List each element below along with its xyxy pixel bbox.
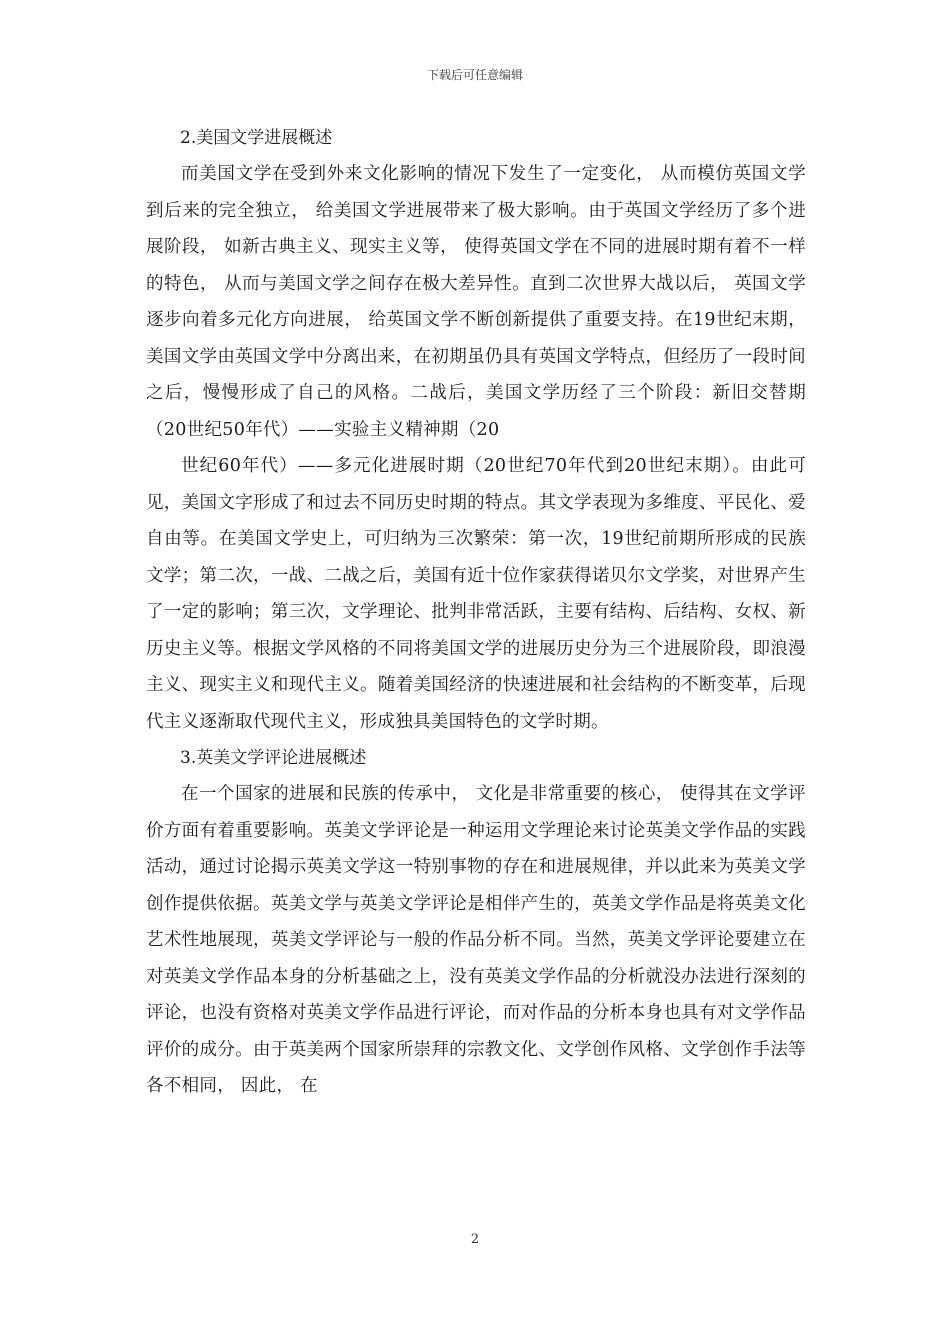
page-number: 2 <box>470 1232 480 1247</box>
page-header: 下载后可任意编辑 <box>426 68 523 82</box>
section-heading: 3.英美文学评论进展概述 <box>180 748 367 768</box>
body-paragraph: 在一个国家的进展和民族的传承中， 文化是非常重要的核心， 使得其在文学评价方面有着重要影响。英美文学评论是一种运用文学理论来讨论英美文学作品的实践活动，通过讨论揭示英美文学这一特别事物的存在和进展规律，并以此来为英美文学创作提供依据。英美文学与英美文学评论是相伴产生的，英美文学作品是将英美文化艺术性地展现，英美文学评论与一般的作品分析不同。当然，英美文学评论要建立在对英美文学作品本身的分析基础之上，没有英美文学作品的分析就没办法进行深刻的评论，也没有资格对英美文学作品进行评论，而对作品的分析本身也具有对文学作品评价的成分。由于英美两个国家所崇拜的宗教文化、文学创作风格、文学创作手法等各不相同， 因此， 在 <box>146 784 806 1096</box>
body-paragraph: 而美国文学在受到外来文化影响的情况下发生了一定变化， 从而模仿英国文学到后来的完全独立， 给美国文学进展带来了极大影响。由于英国文学经历了多个进展阶段， 如新古典主义、现实主义等， 使得英国文学在不同的进展时期有着不一样的特色， 从而与美国文学之间存在极大差异性。直到二次世界大战以后， 英国文学逐步向着多元化方向进展， 给英国文学不断创新提供了重要支持。在19世纪末期，美国文学由英国文学中分离出来，在初期虽仍具有英国文学特点，但经历了一段时间之后，慢慢形成了自己的风格。二战后，美国文学历经了三个阶段：新旧交替期（20世纪50年代）——实验主义精神期（20 <box>146 164 806 440</box>
body-paragraph: 世纪60年代）——多元化进展时期（20世纪70年代到20世纪末期）。由此可见，美国文字形成了和过去不同历史时期的特点。其文学表现为多维度、平民化、爱自由等。在美国文学史上，可归纳为三次繁荣：第一次，19世纪前期所形成的民族文学；第二次，一战、二战之后，美国有近十位作家获得诺贝尔文学奖，对世界产生了一定的影响；第三次，文学理论、批判非常活跃，主要有结构、后结构、女权、新历史主义等。根据文学风格的不同将美国文学的进展历史分为三个进展阶段，即浪漫主义、现实主义和现代主义。随着美国经济的快速进展和社会结构的不断变革，后现代主义逐渐取代现代主义，形成独具美国特色的文学时期。 <box>146 456 806 732</box>
section-heading: 2.美国文学进展概述 <box>180 128 333 148</box>
document-body <box>146 120 806 1105</box>
